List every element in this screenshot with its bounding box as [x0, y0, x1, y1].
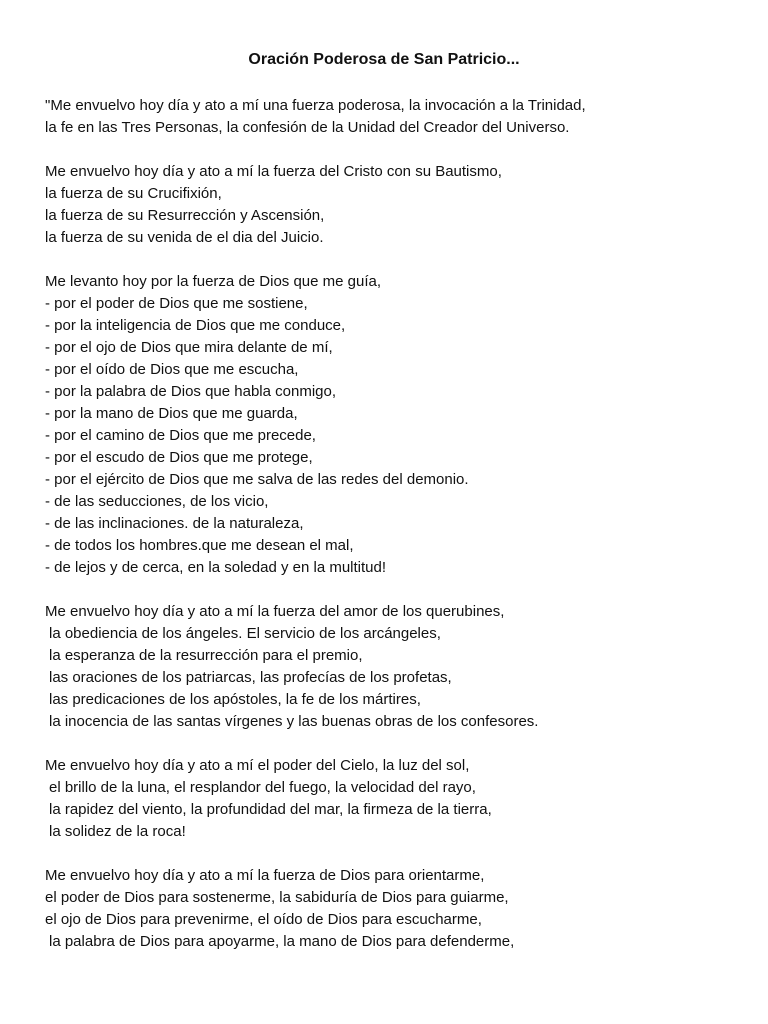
text-line: la esperanza de la resurrección para el premio, — [49, 647, 363, 664]
text-line: - por la inteligencia de Dios que me conduce, — [45, 317, 346, 334]
text-line: "Me envuelvo hoy día y ato a mí una fuerza poderosa, la invocación a la Trinidad, — [45, 97, 586, 114]
text-line: - por el poder de Dios que me sostiene, — [45, 295, 308, 312]
text-line: - de las inclinaciones. de la naturaleza, — [45, 515, 304, 532]
text-line: las predicaciones de los apóstoles, la fe de los mártires, — [49, 691, 421, 708]
text-line: - por el escudo de Dios que me protege, — [45, 449, 313, 466]
text-line: Me envuelvo hoy día y ato a mí la fuerza del amor de los querubines, — [45, 603, 505, 620]
text-line: - por la palabra de Dios que habla conmigo, — [45, 383, 337, 400]
text-line: - de las seducciones, de los vicio, — [45, 493, 269, 510]
text-line: Me envuelvo hoy día y ato a mí la fuerza de Dios para orientarme, — [45, 867, 485, 884]
text-line: - por la mano de Dios que me guarda, — [45, 405, 298, 422]
text-line: - por el oído de Dios que me escucha, — [45, 361, 299, 378]
text-line: la fe en las Tres Personas, la confesión de la Unidad del Creador del Universo. — [45, 119, 570, 136]
stanza-3 — [45, 271, 745, 579]
text-line: Me envuelvo hoy día y ato a mí la fuerza del Cristo con su Bautismo, — [45, 163, 502, 180]
stanza-6 — [45, 865, 745, 953]
text-line: el poder de Dios para sostenerme, la sabiduría de Dios para guiarme, — [45, 889, 509, 906]
stanza-2 — [45, 161, 745, 249]
text-line: la fuerza de su venida de el dia del Juicio. — [45, 229, 324, 246]
text-line: la fuerza de su Resurrección y Ascensión, — [45, 207, 325, 224]
text-line: la inocencia de las santas vírgenes y las buenas obras de los confesores. — [49, 713, 539, 730]
text-line: - por el ejército de Dios que me salva de las redes del demonio. — [45, 471, 469, 488]
text-line: el brillo de la luna, el resplandor del fuego, la velocidad del rayo, — [49, 779, 476, 796]
text-line: las oraciones de los patriarcas, las profecías de los profetas, — [49, 669, 452, 686]
text-line: la fuerza de su Crucifixión, — [45, 185, 222, 202]
text-line: la solidez de la roca! — [49, 823, 186, 840]
stanza-5 — [45, 755, 745, 843]
text-line: - por el ojo de Dios que mira delante de mí, — [45, 339, 333, 356]
text-line: el ojo de Dios para prevenirme, el oído de Dios para escucharme, — [45, 911, 482, 928]
text-line: la obediencia de los ángeles. El servicio de los arcángeles, — [49, 625, 441, 642]
stanza-1 — [45, 95, 745, 139]
prayer-body — [45, 95, 745, 975]
text-line: - de todos los hombres.que me desean el mal, — [45, 537, 354, 554]
text-line: - de lejos y de cerca, en la soledad y en la multitud! — [45, 559, 387, 576]
text-line: la rapidez del viento, la profundidad del mar, la firmeza de la tierra, — [49, 801, 492, 818]
stanza-4 — [45, 601, 745, 733]
text-line: Me envuelvo hoy día y ato a mí el poder del Cielo, la luz del sol, — [45, 757, 470, 774]
text-line: Me levanto hoy por la fuerza de Dios que me guía, — [45, 273, 382, 290]
text-line: la palabra de Dios para apoyarme, la mano de Dios para defenderme, — [49, 933, 515, 950]
page-title: Oración Poderosa de San Patricio... — [248, 51, 520, 68]
text-line: - por el camino de Dios que me precede, — [45, 427, 316, 444]
